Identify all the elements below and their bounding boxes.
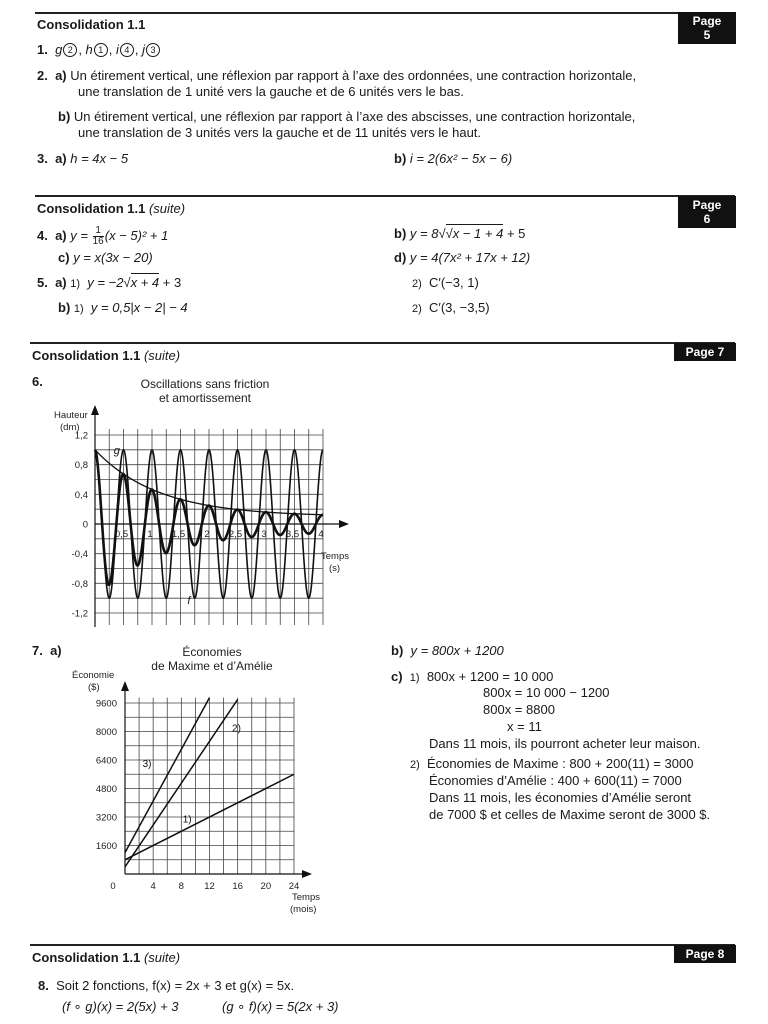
question-2a: 2. a) Un étirement vertical, une réflexion par rapport à l’axe des ordonnées, une contraction horizontale, une translation de 1 unité vers la gauche et de 6 unités vers le bas. [37, 68, 637, 99]
question-7a: 7. a) [32, 643, 62, 658]
chart7-x-tick-label: 16 [232, 881, 243, 892]
chart7-ylabel-line1: Économie [72, 670, 115, 681]
question-5b2: 2) C′(3, −3,5) [412, 300, 490, 315]
question-7b: b) y = 800x + 1200 [391, 643, 504, 658]
chart7-x-tick-label: 20 [260, 881, 272, 892]
chart7-x-tick-label: 8 [178, 881, 184, 892]
chart7-x-tick-label: 24 [288, 881, 300, 892]
question-7c1-step4: x = 11 [507, 719, 542, 734]
question-5b1: b) 1) y = 0,5|x − 2| − 4 [58, 300, 188, 315]
question-8-fog: (f ∘ g)(x) = 2(5x) + 3 [62, 999, 179, 1014]
chart6-x-tick-label: 2,5 [228, 529, 243, 540]
chart7-x-tick-label: 4 [150, 881, 156, 892]
chart6-series-label-g: g [113, 444, 120, 457]
chart7-y-tick-label: 3200 [95, 812, 117, 824]
chart7-title-line1: Économies [182, 645, 242, 659]
chart7-y-tick-label: 8000 [95, 727, 117, 738]
chart6-x-tick-label: 3 [261, 529, 267, 540]
chart7-y-axis-arrow [121, 681, 129, 691]
question-5a2: 2) C′(−3, 1) [412, 275, 479, 290]
question-7c2-line4: de 7000 $ et celles de Maxime seront de 3000 $. [429, 807, 711, 822]
question-4a: 4. a) y = $\frac{1}{16}$ (x − 5)² + 1 [37, 225, 169, 247]
question-3b: b) i = 2(6x² − 5x − 6) [394, 151, 513, 166]
chart7-xlabel-line1: Temps [292, 892, 320, 903]
question-4b: b) y = 8√√x − 1 + 4 + 5 [394, 226, 526, 241]
chart7-series-label: 3) [142, 759, 152, 771]
chart6-x-tick-label: 1,5 [171, 529, 186, 540]
chart6-x-tick-label: 3,5 [285, 529, 300, 540]
chart6-y-tick-label: -0,4 [71, 549, 88, 561]
section-rule-p5 [35, 12, 735, 14]
chart7-series-label: 1) [182, 814, 192, 826]
question-1: 1. g 2 , h 1 , i 4 , j 3 [37, 42, 161, 57]
question-8-gof: (g ∘ f)(x) = 5(2x + 3) [222, 999, 339, 1014]
page-tag-5: Page 5 [678, 12, 736, 44]
chart7-y-tick-label: 9600 [95, 698, 117, 710]
question-2b: b) Un étirement vertical, une réflexion par rapport à l’axe des abscisses, une contraction horizontale, une translation de 3 unités vers la gauche et de 11 unités vers le haut. [58, 109, 636, 140]
page-tag-8: Page 8 [674, 945, 736, 963]
chart6-x-tick-label: 0,5 [114, 529, 129, 540]
chart7-title-line2: de Maxime et d’Amélie [151, 659, 273, 673]
chart7-y-tick-label: 1600 [95, 841, 117, 852]
section-rule-p8 [30, 944, 735, 946]
chart6-xlabel-line2: (s) [329, 563, 341, 574]
page-tag-7: Page 7 [674, 343, 736, 361]
chart6-y-tick-label: -0,8 [71, 578, 88, 590]
chart6-y-tick-label: 0 [82, 519, 88, 531]
chart6-series-label-f: f [187, 594, 191, 607]
chart6-y-tick-label: 1,2 [74, 430, 88, 442]
question-3a: 3. a) h = 4x − 5 [37, 151, 129, 166]
chart6-x-axis-arrow [339, 520, 349, 528]
question-7c2-line3: Dans 11 mois, les économies d’Amélie seront [429, 790, 692, 805]
chart6-x-tick-label: 2 [204, 529, 210, 540]
page-tag-6: Page 6 [678, 196, 736, 228]
chart7-xlabel-line2: (mois) [290, 904, 317, 915]
chart6-y-tick-label: 0,8 [74, 460, 88, 472]
chart7-y-tick-label: 4800 [95, 784, 117, 795]
question-6-number: 6. [32, 374, 43, 389]
question-7c1-step2: 800x = 10 000 − 1200 [483, 685, 610, 700]
section-rule-p7 [30, 342, 735, 344]
question-7c1-conclusion: Dans 11 mois, ils pourront acheter leur maison. [429, 736, 701, 751]
chart7-x-tick-label: 0 [110, 881, 116, 892]
chart7-ylabel-line2: ($) [88, 682, 100, 693]
section-title-p8: Consolidation 1.1 (suite) [32, 950, 181, 965]
chart7-series-label: 2) [232, 723, 241, 735]
section-title-p5: Consolidation 1.1 [37, 17, 146, 32]
question-7c2-line2: Économies d’Amélie : 400 + 600(11) = 7000 [429, 773, 682, 788]
chart7-x-tick-label: 12 [204, 881, 215, 892]
chart6-ylabel-line2: (dm) [60, 422, 80, 433]
question-4d: d) y = 4(7x² + 17x + 12) [394, 250, 531, 265]
question-5a1: 5. a) 1) y = −2√x + 4 + 3 [37, 275, 182, 290]
chart6-x-tick-label: 1 [147, 529, 153, 540]
chart6-y-axis-arrow [91, 405, 99, 415]
question-7c1-step3: 800x = 8800 [483, 702, 555, 717]
section-rule-p6 [35, 195, 735, 197]
question-7c1: c) 1) 800x + 1200 = 10 000 [391, 669, 554, 684]
question-8-line1: 8. Soit 2 fonctions, f(x) = 2x + 3 et g(x) = 5x. [38, 978, 295, 993]
section-title-p7: Consolidation 1.1 (suite) [32, 348, 181, 363]
question-7c2: 2) Économies de Maxime : 800 + 200(11) = 3000 [410, 756, 694, 771]
savings-chart [70, 640, 370, 920]
chart6-x-tick-label: 4 [318, 529, 324, 540]
oscillation-chart [40, 372, 360, 634]
chart6-xlabel-line1: Temps [321, 551, 349, 562]
chart6-title-line1: Oscillations sans friction [140, 377, 270, 391]
question-4c: c) y = x(3x − 20) [58, 250, 153, 265]
section-title-p6: Consolidation 1.1 (suite) [37, 201, 186, 216]
chart7-y-tick-label: 6400 [95, 755, 117, 767]
chart7-x-axis-arrow [302, 870, 312, 878]
chart6-y-tick-label: -1,2 [71, 608, 88, 620]
chart6-y-tick-label: 0,4 [74, 489, 88, 501]
chart6-title-line2: et amortissement [158, 391, 252, 405]
chart6-ylabel-line1: Hauteur [54, 410, 88, 421]
